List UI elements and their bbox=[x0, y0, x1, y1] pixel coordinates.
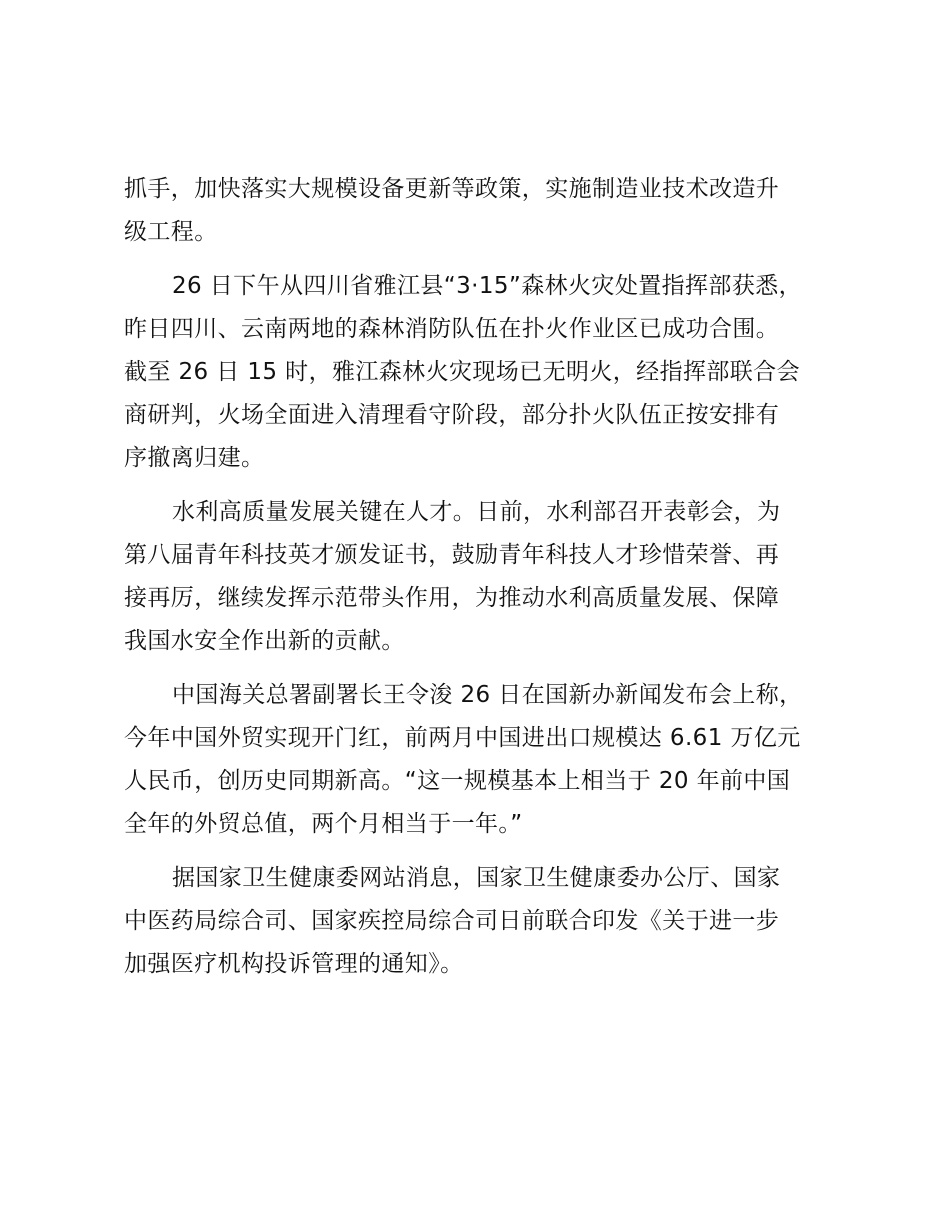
text-line: 中国海关总署副署长王令浚 26 日在国新办新闻发布会上称， bbox=[172, 682, 803, 708]
text-line: 第八届青年科技英才颁发证书，鼓励青年科技人才珍惜荣誉、再 bbox=[124, 542, 780, 568]
text-line: 级工程。 bbox=[124, 219, 218, 245]
document-body bbox=[124, 168, 844, 986]
paragraph-4 bbox=[124, 674, 844, 846]
text-line: 抓手，加快落实大规模设备更新等政策，实施制造业技术改造升 bbox=[124, 176, 780, 202]
text-line: 水利高质量发展关键在人才。日前，水利部召开表彰会，为 bbox=[172, 499, 781, 525]
paragraph-3 bbox=[124, 491, 844, 663]
text-line: 截至 26 日 15 时，雅江森林火灾现场已无明火，经指挥部联合会 bbox=[124, 359, 800, 385]
text-line: 我国水安全作出新的贡献。 bbox=[124, 628, 405, 654]
text-line: 据国家卫生健康委网站消息，国家卫生健康委办公厅、国家 bbox=[172, 865, 781, 891]
text-line: 商研判，火场全面进入清理看守阶段，部分扑火队伍正按安排有 bbox=[124, 402, 780, 428]
text-line: 26 日下午从四川省雅江县“3·15”森林火灾处置指挥部获悉， bbox=[172, 273, 803, 299]
text-line: 人民币，创历史同期新高。“这一规模基本上相当于 20 年前中国 bbox=[124, 768, 791, 794]
text-line: 今年中国外贸实现开门红，前两月中国进出口规模达 6.61 万亿元 bbox=[124, 725, 801, 751]
paragraph-2 bbox=[124, 265, 844, 480]
text-line: 中医药局综合司、国家疾控局综合司日前联合印发《关于进一步 bbox=[124, 908, 780, 934]
paragraph-5 bbox=[124, 857, 844, 986]
paragraph-1 bbox=[124, 168, 844, 254]
text-line: 接再厉，继续发挥示范带头作用，为推动水利高质量发展、保障 bbox=[124, 585, 780, 611]
text-line: 全年的外贸总值，两个月相当于一年。” bbox=[124, 811, 523, 837]
text-line: 昨日四川、云南两地的森林消防队伍在扑火作业区已成功合围。 bbox=[124, 316, 780, 342]
text-line: 加强医疗机构投诉管理的通知》。 bbox=[124, 951, 464, 977]
text-line: 序撤离归建。 bbox=[124, 445, 265, 471]
